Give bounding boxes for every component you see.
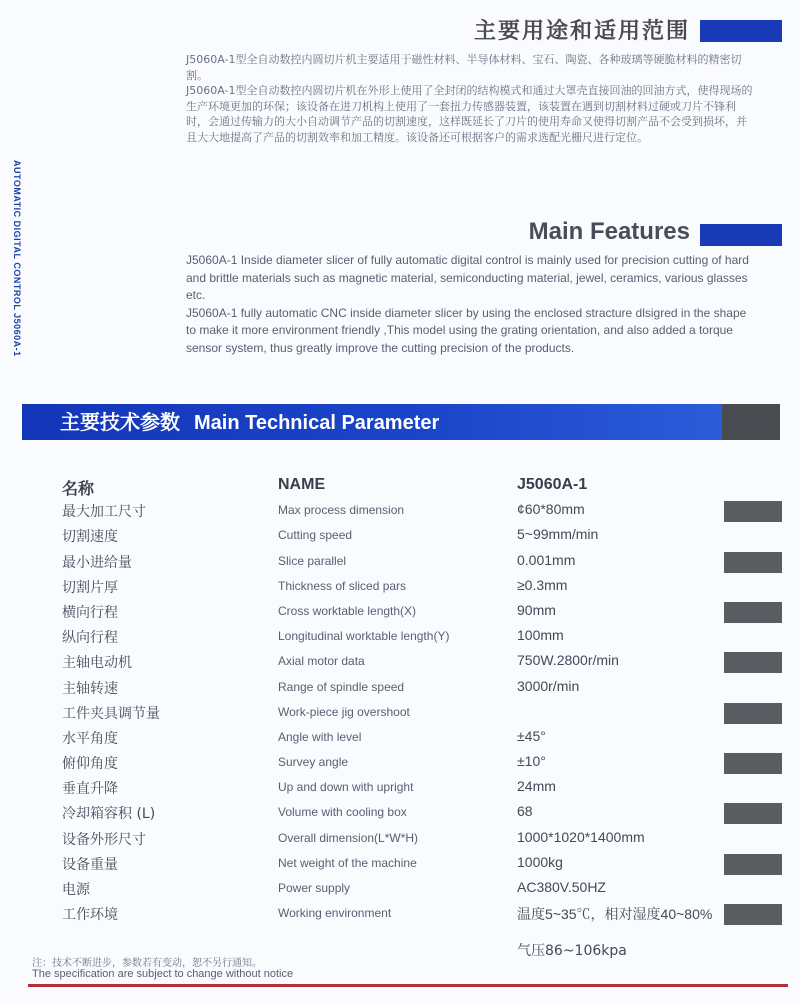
param-value: 0.001mm	[517, 551, 576, 568]
param-name-en: Angle with level	[278, 729, 362, 744]
param-name-en: Net weight of the machine	[278, 855, 417, 870]
header-model: J5060A-1	[517, 476, 588, 493]
param-name-en: Volume with cooling box	[278, 805, 407, 820]
table-row	[0, 703, 800, 728]
footer-rule	[28, 984, 788, 987]
table-row	[0, 602, 800, 627]
table-row	[0, 526, 800, 551]
usage-paragraph: J5060A-1型全自动数控内圆切片机在外形上使用了全封闭的结构模式和通过大罩壳直接回油的回油方式，使得现场的生产环境更加的环保；该设备在进刀机构上使用了一套扭力传感器装置，该装置在遇到切割材料过硬或刀片不锋利时，会通过传输力的大小自动调节产品的切割速度，这样既延长了刀片的使用寿命又使得切割产品不会受到损坏，并且大大地提高了产品的切割效率和加工精度。该设备还可根据客户的需求选配光栅尺进行定位。	[186, 84, 753, 144]
features-paragraph: J5060A-1 fully automatic CNC inside diameter slicer by using the enclosed stracture dlsigred in the shape to make it more environment friendly ,This model using the grating orientation, and also added a torque sensor system, thus greatly improve the cutting precision of the products.	[186, 305, 747, 355]
row-dark-block	[724, 803, 782, 824]
table-row	[0, 652, 800, 677]
param-name-cn: 横向行程	[62, 604, 118, 621]
features-heading: Main Features	[528, 218, 690, 245]
features-paragraph: J5060A-1 Inside diameter slicer of fully automatic digital control is mainly used for precision cutting of hard and brittle materials such as magnetic material, semiconducting material, jewel, ceramics, various glasses etc.	[186, 253, 749, 302]
side-product-label: AUTOMATIC DIGITAL CONTROL J5060A-1	[12, 160, 22, 357]
param-name-cn: 最小进给量	[62, 554, 132, 571]
param-value: ±10°	[517, 753, 546, 770]
features-heading-bar	[700, 224, 782, 246]
usage-heading-bar	[700, 20, 782, 42]
param-name-cn: 纵向行程	[62, 630, 118, 647]
param-value: 5~99mm/min	[517, 526, 599, 543]
param-name-cn: 主轴电动机	[62, 655, 132, 672]
param-name-en: Up and down with upright	[278, 780, 414, 795]
param-name-cn: 设备重量	[62, 856, 118, 873]
param-name-en: Cross worktable length(X)	[278, 603, 417, 618]
table-row	[0, 501, 800, 526]
param-value: 3000r/min	[517, 677, 580, 694]
param-name-cn: 主轴转速	[62, 680, 118, 697]
param-name-cn: 垂直升降	[62, 781, 118, 798]
row-dark-block	[724, 552, 782, 573]
row-dark-block	[724, 703, 782, 724]
table-row	[0, 904, 800, 929]
table-row	[0, 577, 800, 602]
extra-value: 气压86~106kpa	[517, 943, 627, 959]
table-row	[0, 678, 800, 703]
note-cn: 注：技术不断进步，参数若有变动，恕不另行通知。	[32, 958, 262, 969]
row-dark-block	[724, 904, 782, 925]
param-value: ¢60*80mm	[517, 501, 585, 518]
param-value: 68	[517, 803, 533, 820]
table-row	[0, 854, 800, 879]
table-row	[0, 728, 800, 753]
header-en: NAME	[278, 476, 326, 493]
param-name-en: Axial motor data	[278, 654, 365, 669]
param-table	[0, 476, 800, 929]
param-name-cn: 工作环境	[62, 907, 118, 924]
param-value: 100mm	[517, 627, 564, 644]
param-value: 24mm	[517, 778, 556, 795]
table-row	[0, 829, 800, 854]
param-value: ±45°	[517, 727, 546, 744]
header-cn: 名称	[62, 479, 95, 498]
param-name-en: Range of spindle speed	[278, 679, 405, 694]
table-row	[0, 803, 800, 828]
table-row	[0, 753, 800, 778]
param-name-en: Overall dimension(L*W*H)	[278, 830, 419, 845]
row-dark-block	[724, 501, 782, 522]
param-name-cn: 俯仰角度	[62, 756, 118, 773]
param-value: ≥0.3mm	[517, 576, 568, 593]
param-name-en: Cutting speed	[278, 528, 353, 543]
param-banner-dark-block	[722, 404, 780, 440]
row-dark-block	[724, 652, 782, 673]
param-name-cn: 切割速度	[62, 529, 118, 546]
row-dark-block	[724, 854, 782, 875]
param-name-cn: 切割片厚	[62, 579, 118, 596]
note-en: The specification are subject to change without notice	[32, 968, 294, 980]
param-name-en: Thickness of sliced pars	[278, 578, 407, 593]
table-row	[0, 627, 800, 652]
param-name-cn: 工件夹具调节量	[62, 705, 160, 722]
param-value: 750W.2800r/min	[517, 652, 619, 669]
param-name-cn: 水平角度	[62, 730, 118, 747]
table-row	[0, 552, 800, 577]
usage-description	[186, 52, 756, 145]
param-value: 温度5~35℃，相对湿度40~80%	[517, 906, 713, 923]
usage-paragraph: J5060A-1型全自动数控内圆切片机主要适用于磁性材料、半导体材料、宝石、陶瓷、各种玻璃等硬脆材料的精密切割。	[186, 53, 742, 82]
param-name-cn: 电源	[62, 882, 90, 898]
table-header-row	[0, 476, 800, 501]
param-name-en: Longitudinal worktable length(Y)	[278, 629, 450, 644]
table-row	[0, 778, 800, 803]
param-banner-title	[60, 404, 439, 440]
param-name-en: Max process dimension	[278, 503, 405, 518]
param-name-en: Working environment	[278, 906, 392, 921]
param-name-en: Work-piece jig overshoot	[278, 704, 410, 719]
features-description	[186, 252, 756, 357]
table-row	[0, 879, 800, 904]
param-name-cn: 设备外形尺寸	[62, 831, 146, 848]
param-name-en: Survey angle	[278, 755, 349, 770]
param-value: AC380V.50HZ	[517, 879, 606, 895]
param-name-en: Slice parallel	[278, 553, 347, 568]
usage-heading: 主要用途和适用范围	[473, 19, 690, 44]
param-name-en: Power supply	[278, 881, 351, 895]
param-name-cn: 冷却箱容积 (L)	[62, 806, 156, 823]
param-value: 1000kg	[517, 853, 563, 870]
row-dark-block	[724, 602, 782, 623]
param-title-en: Main Technical Parameter	[194, 412, 440, 434]
param-value: 90mm	[517, 601, 556, 618]
param-title-cn: 主要技术参数	[60, 410, 180, 434]
param-value: 1000*1020*1400mm	[517, 828, 645, 845]
row-dark-block	[724, 753, 782, 774]
param-name-cn: 最大加工尺寸	[62, 504, 146, 521]
